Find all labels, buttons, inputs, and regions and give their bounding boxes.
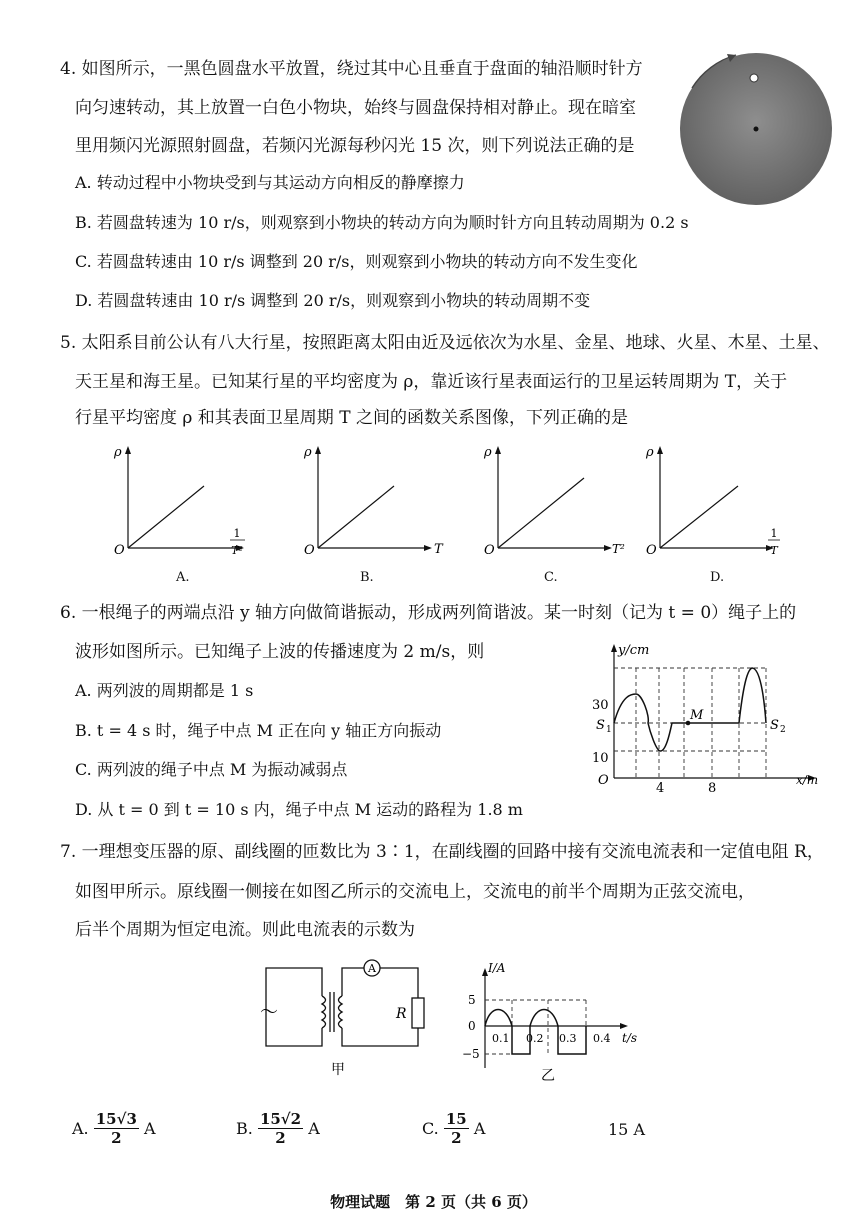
wave-ylabel: y/cm	[618, 643, 650, 658]
ammeter-icon: A	[368, 962, 376, 975]
current-ylabel: I/A	[488, 961, 506, 975]
white-block	[750, 74, 758, 82]
label-s2-sub: 2	[780, 725, 786, 735]
q7-answer-b	[236, 1110, 320, 1147]
graph-c-caption: C.	[544, 570, 558, 585]
q7-answer-b-label: B.	[236, 1119, 253, 1138]
current-graph	[460, 958, 650, 1084]
wave-xtick-4: 4	[656, 781, 665, 796]
q7-answer-a	[72, 1110, 156, 1147]
label-s1: S	[596, 718, 605, 733]
q7-answer-b-den: 2	[275, 1129, 286, 1147]
q5-stem-line-1: 5. 太阳系目前公认有八大行星，按照距离太阳由近及远依次为水星、金星、地球、火星、木星、土星、	[60, 333, 830, 353]
current-xlabel: t/s	[622, 1031, 638, 1045]
q4-option-a: A. 转动过程中小物块受到与其运动方向相反的静摩擦力	[75, 173, 465, 192]
q6-option-a: A. 两列波的周期都是 1 s	[75, 681, 254, 700]
q7-stem-line-1: 7. 一理想变压器的原、副线圈的匝数比为 3∶1，在副线圈的回路中接有交流电流表和一定值电阻 R，	[60, 842, 824, 862]
q7-answer-b-fraction	[258, 1110, 303, 1147]
wave-figure	[584, 636, 824, 796]
graph-a-xlabel-num: 1	[233, 527, 241, 540]
q4-option-d: D. 若圆盘转速由 10 r/s 调整到 20 r/s，则观察到小物块的转动周期不变	[75, 291, 591, 310]
graph-d-origin: O	[646, 543, 657, 558]
page-footer: 物理试题 第 2 页（共 6 页）	[330, 1193, 537, 1211]
label-s1-sub: 1	[606, 725, 612, 735]
q6-stem-line-1: 6. 一根绳子的两端点沿 y 轴方向做简谐振动，形成两列简谐波。某一时刻（记为 t = 0）绳子上的	[60, 603, 797, 623]
current-xtick-0.1: 0.1	[492, 1032, 510, 1045]
resistor-label: R	[396, 1006, 407, 1022]
current-ytick-0: 0	[468, 1019, 476, 1033]
ac-source-icon: ～	[260, 1002, 278, 1023]
graph-c	[478, 440, 628, 570]
q7-answer-a-num: 15√3	[95, 1110, 137, 1128]
graph-b-origin: O	[304, 543, 315, 558]
q4-stem-line-1: 4. 如图所示，一黑色圆盘水平放置，绕过其中心且垂直于盘面的轴沿顺时针方	[60, 59, 643, 79]
graph-b-caption: B.	[360, 570, 374, 585]
graph-d-xlabel-den: T	[770, 544, 778, 557]
q7-answer-c-fraction	[444, 1110, 469, 1147]
label-m: M	[690, 708, 704, 723]
graph-b	[298, 440, 448, 570]
current-ytick-5: 5	[468, 993, 476, 1007]
q4-option-b: B. 若圆盘转速为 10 r/s，则观察到小物块的转动方向为顺时针方向且转动周期为 0.2 s	[75, 213, 689, 232]
rotating-disk-figure	[676, 40, 836, 210]
wave-ytick-30: 30	[592, 698, 609, 713]
graph-d-xlabel-num: 1	[770, 527, 778, 540]
q5-stem-line-3: 行星平均密度 ρ 和其表面卫星周期 T 之间的函数关系图像，下列正确的是	[75, 408, 628, 428]
wave-ytick-10: 10	[592, 751, 609, 766]
current-xtick-0.2: 0.2	[526, 1032, 544, 1045]
label-s2: S	[770, 718, 779, 733]
q7-answer-b-unit: A	[308, 1119, 320, 1138]
q7-answer-a-den: 2	[111, 1129, 122, 1147]
q7-answer-c-unit: A	[473, 1119, 486, 1138]
graph-c-origin: O	[484, 543, 495, 558]
current-xtick-0.4: 0.4	[593, 1032, 611, 1045]
graph-c-xlabel: T²	[612, 542, 625, 556]
q7-stem-line-2: 如图甲所示。原线圈一侧接在如图乙所示的交流电上，交流电的前半个周期为正弦交流电，	[75, 882, 755, 902]
graph-d-ylabel: ρ	[646, 445, 654, 460]
transformer-circuit	[256, 956, 442, 1080]
current-graph-caption: 乙	[541, 1068, 555, 1084]
disk-center	[754, 127, 759, 132]
graph-a-ylabel: ρ	[114, 445, 122, 460]
graph-d	[640, 440, 790, 570]
current-ytick-neg5: −5	[462, 1047, 480, 1061]
q7-answer-a-label: A.	[72, 1119, 89, 1138]
q7-answer-b-num: 15√2	[259, 1110, 302, 1128]
q7-stem-line-3: 后半个周期为恒定电流。则此电流表的示数为	[75, 920, 415, 940]
wave-origin: O	[598, 773, 609, 788]
q7-answer-c-num: 15	[445, 1110, 467, 1128]
q4-option-c: C. 若圆盘转速由 10 r/s 调整到 20 r/s，则观察到小物块的转动方向不发生变化	[75, 252, 638, 271]
graph-c-ylabel: ρ	[484, 445, 492, 460]
q7-answer-c-label: C.	[422, 1119, 439, 1138]
graph-b-xlabel: T	[434, 542, 443, 557]
graph-d-caption: D.	[710, 570, 725, 585]
current-xtick-0.3: 0.3	[559, 1032, 577, 1045]
q4-stem-line-3: 里用频闪光源照射圆盘，若频闪光源每秒闪光 15 次，则下列说法正确的是	[75, 136, 635, 156]
q6-option-d: D. 从 t = 0 到 t = 10 s 内，绳子中点 M 运动的路程为 1.8 m	[75, 800, 523, 819]
q6-option-b: B. t = 4 s 时，绳子中点 M 正在向 y 轴正方向振动	[75, 721, 442, 740]
graph-a-caption: A.	[176, 570, 190, 585]
q5-stem-line-2: 天王星和海王星。已知某行星的平均密度为 ρ，靠近该行星表面运行的卫星运转周期为 T，关于	[75, 372, 788, 392]
wave-xlabel: x/m	[796, 773, 819, 787]
wave-xtick-8: 8	[708, 781, 717, 796]
graph-a	[108, 440, 258, 570]
q6-stem-line-2: 波形如图所示。已知绳子上波的传播速度为 2 m/s，则	[75, 642, 485, 662]
graph-b-ylabel: ρ	[304, 445, 312, 460]
q7-answer-a-fraction	[94, 1110, 139, 1147]
q7-answer-c-den: 2	[451, 1129, 462, 1147]
circuit-caption: 甲	[331, 1062, 345, 1078]
q7-answer-d: 15 A	[608, 1120, 645, 1139]
graph-a-xlabel-den: T²	[231, 544, 243, 557]
q7-answer-a-unit: A	[144, 1119, 156, 1138]
q7-answer-c	[422, 1110, 485, 1147]
q6-option-c: C. 两列波的绳子中点 M 为振动减弱点	[75, 760, 348, 779]
q4-stem-line-2: 向匀速转动，其上放置一白色小物块，始终与圆盘保持相对静止。现在暗室	[75, 98, 636, 118]
graph-a-origin: O	[114, 543, 125, 558]
